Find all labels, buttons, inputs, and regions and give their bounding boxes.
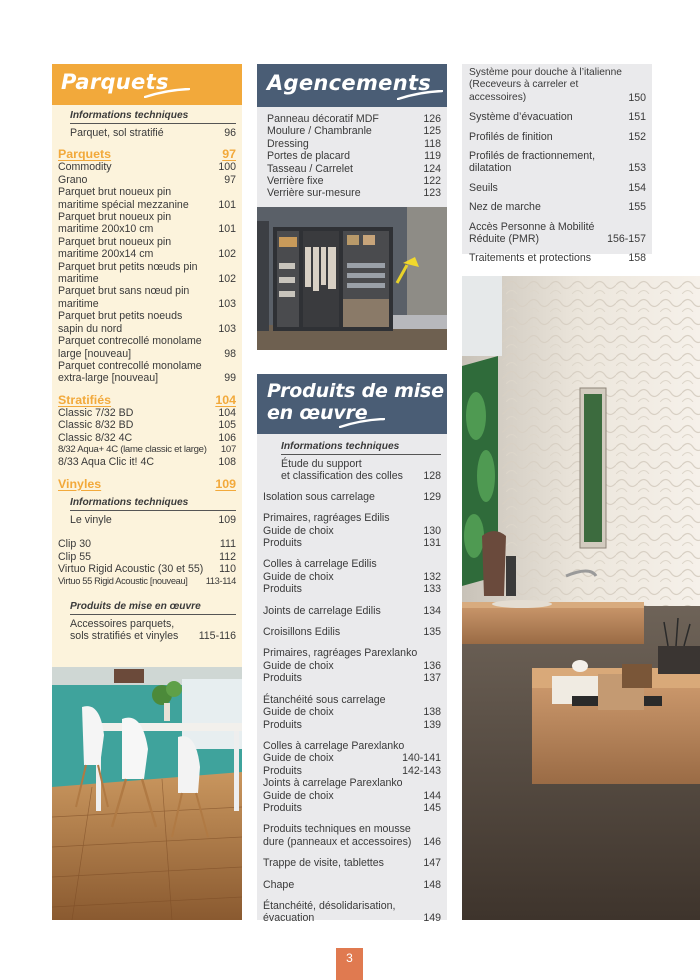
entry-label: Parquet brut sans nœud pin maritime: [58, 285, 190, 310]
toc-entry[interactable]: [58, 360, 236, 385]
section-heading-parquets[interactable]: [58, 147, 236, 161]
entry-label: Classic 8/32 BD: [58, 419, 134, 432]
toc-entry[interactable]: [267, 113, 441, 125]
toc-entry[interactable]: [469, 67, 646, 104]
toc-entry[interactable]: [263, 802, 441, 814]
entry-label: Système pour douche à l’italienne (Receveurs à carreler et accessoires): [469, 67, 622, 103]
entry-label: Guide de choix: [263, 524, 334, 537]
entry-page: 126: [423, 113, 441, 125]
entry-label: Clip 30: [58, 538, 91, 551]
parquets-title: Parquets: [61, 70, 169, 94]
entry-label: Parquet brut noueux pin maritime spécial mezzanine: [58, 186, 189, 211]
page-number: 3: [336, 948, 363, 980]
accessories-panel: [462, 64, 652, 265]
entry-page: 149: [423, 912, 441, 925]
toc-group: [263, 558, 441, 595]
vinyles-list: [58, 538, 236, 588]
entry-page: 153: [628, 162, 646, 175]
toc-entry[interactable]: [263, 458, 441, 483]
entry-page: 146: [423, 835, 441, 848]
entry-label: Étanchéité sous carrelage: [263, 693, 386, 706]
entry-label: Guide de choix: [263, 570, 334, 583]
section-page: 97: [222, 147, 236, 162]
toc-entry[interactable]: [58, 563, 236, 575]
entry-label: Profilés de fractionnement, dilatation: [469, 150, 596, 175]
info-heading: Informations techniques: [70, 496, 236, 511]
entry-page: 119: [424, 150, 441, 163]
stratifies-list: [58, 407, 236, 469]
toc-entry[interactable]: [263, 857, 441, 869]
toc-entry[interactable]: [58, 285, 236, 310]
entry-page: 115-116: [198, 630, 236, 643]
toc-entry[interactable]: [469, 131, 646, 143]
toc-entry[interactable]: [263, 647, 441, 659]
entry-page: 101: [218, 198, 236, 211]
toc-entry[interactable]: [263, 491, 441, 503]
toc-entry[interactable]: [58, 432, 236, 444]
entry-page: 144: [423, 789, 441, 802]
entry-label: Produits: [263, 537, 302, 550]
entry-label: Produits: [263, 764, 302, 777]
produits-panel: [257, 374, 447, 925]
entry-page: 131: [423, 537, 441, 550]
entry-page: 138: [423, 706, 441, 719]
entry-page: 154: [628, 181, 646, 194]
toc-entry[interactable]: [58, 161, 236, 173]
toc-entry[interactable]: [267, 163, 441, 175]
toc-entry[interactable]: [58, 618, 236, 643]
entry-page: 123: [423, 187, 441, 200]
entry-label: Produits: [263, 672, 302, 685]
produits-toc: [257, 434, 447, 925]
section-heading-stratifies[interactable]: [58, 393, 236, 407]
entry-page: 148: [423, 878, 441, 891]
entry-label: Isolation sous carrelage: [263, 490, 375, 503]
entry-page: 100: [218, 161, 236, 174]
entry-label: Panneau décoratif MDF: [267, 113, 379, 125]
toc-entry[interactable]: [58, 174, 236, 186]
entry-label: Commodity: [58, 161, 112, 174]
toc-group: [263, 647, 441, 684]
section-label: Vinyles: [58, 476, 102, 491]
toc-entry[interactable]: [263, 672, 441, 684]
toc-entry[interactable]: [263, 823, 441, 848]
entry-label: Parquet contrecollé monolame extra-large [nouveau]: [58, 359, 202, 385]
toc-entry[interactable]: [263, 558, 441, 570]
bathroom-image: [462, 276, 700, 920]
entry-page: 102: [218, 248, 236, 261]
entry-label: 8/33 Aqua Clic it! 4C: [58, 456, 154, 469]
entry-label: Parquet contrecollé monolame large [nouveau]: [58, 335, 202, 360]
entry-label: Parquet brut petits nœuds pin maritime: [58, 260, 198, 286]
dining-room-image: [52, 667, 242, 920]
entry-label: Virtuo 55 Rigid Acoustic [nouveau]: [58, 576, 188, 587]
entry-label: Grano: [58, 173, 88, 186]
entry-label: Le vinyle: [70, 513, 112, 526]
swoosh-decoration: [144, 88, 190, 98]
toc-entry[interactable]: [267, 150, 441, 162]
entry-label: Étude du support: [281, 458, 362, 470]
agencements-title: Agencements: [267, 71, 432, 95]
entry-page: 145: [423, 801, 441, 814]
toc-entry[interactable]: [58, 236, 236, 261]
section-page: 109: [215, 476, 236, 491]
info-heading: Informations techniques: [70, 109, 236, 124]
entry-page: 105: [218, 419, 236, 432]
entry-label: Accessoires parquets, sols stratifiés et vinyles: [70, 617, 179, 643]
info-heading: Informations techniques: [281, 440, 441, 455]
toc-entry[interactable]: [58, 419, 236, 431]
toc-entry[interactable]: [263, 605, 441, 617]
dressing-photo: [257, 207, 447, 350]
entry-label: Joints à carrelage Parexlanko: [263, 777, 403, 790]
entry-label: Verrière sur-mesure: [267, 187, 361, 200]
toc-entry[interactable]: [58, 211, 236, 236]
entry-label: Chape: [263, 878, 295, 891]
entry-page: 135: [423, 626, 441, 639]
agencements-toc: [257, 107, 447, 200]
entry-label: Nez de marche: [469, 201, 541, 214]
entry-label: Parquet brut noueux pin maritime 200x10 cm: [58, 211, 172, 236]
entry-label: Produits: [263, 583, 302, 596]
toc-entry[interactable]: [58, 514, 236, 526]
entry-label: Trappe de visite, tablettes: [263, 857, 384, 870]
section-page: 104: [215, 392, 236, 407]
parquets-toc: [52, 105, 242, 643]
entry-page: 102: [218, 273, 236, 286]
toc-entry[interactable]: [469, 182, 646, 194]
entry-page: 142-143: [402, 764, 441, 777]
entry-page: 108: [218, 456, 236, 469]
toc-entry[interactable]: [263, 777, 441, 789]
entry-label: Produits: [263, 801, 302, 814]
entry-page: 155: [628, 201, 646, 214]
entry-page: 118: [424, 137, 441, 150]
entry-label: Parquet brut noueux pin maritime 200x14 cm: [58, 235, 172, 261]
entry-label: Guide de choix: [263, 706, 334, 719]
entry-label: Classic 7/32 BD: [58, 406, 134, 419]
toc-entry[interactable]: [267, 125, 441, 137]
entry-page: 103: [218, 322, 236, 335]
entry-page: 110: [219, 562, 236, 575]
section-heading-vinyles[interactable]: [58, 477, 236, 491]
entry-page: 156-157: [607, 233, 646, 246]
toc-entry[interactable]: [58, 186, 236, 211]
entry-page: 109: [218, 513, 236, 526]
toc-entry[interactable]: [58, 551, 236, 563]
toc-entry[interactable]: [58, 407, 236, 419]
entry-page: 137: [423, 672, 441, 685]
toc-entry[interactable]: [469, 252, 646, 264]
entry-label: Clip 55: [58, 550, 91, 563]
swoosh-decoration: [397, 90, 443, 100]
entry-page: 133: [423, 583, 441, 596]
entry-label: Produits techniques en mousse dure (panneaux et accessoires): [263, 823, 412, 848]
toc-entry[interactable]: [263, 752, 441, 764]
entry-label: Moulure / Chambranle: [267, 125, 372, 138]
produits-title-line1: Produits de mise: [267, 380, 444, 402]
entry-page: 129: [423, 490, 441, 503]
entry-label: Seuils: [469, 181, 498, 194]
toc-group: [263, 740, 441, 814]
entry-page: 150: [628, 91, 646, 104]
entry-label: Système d’évacuation: [469, 111, 573, 124]
entry-page: 96: [224, 127, 236, 139]
entry-label: Étanchéité, désolidarisation, évacuation: [263, 899, 396, 925]
toc-group: [263, 512, 441, 549]
entry-label: Traitements et protections: [469, 252, 592, 265]
entry-page: 107: [220, 443, 236, 455]
entry-page: 136: [423, 659, 441, 672]
toc-entry[interactable]: [58, 456, 236, 468]
toc-entry[interactable]: [469, 150, 646, 175]
entry-label: Classic 8/32 4C: [58, 431, 133, 444]
entry-page: 125: [423, 125, 441, 138]
toc-entry[interactable]: [58, 575, 236, 587]
entry-page: 128: [423, 470, 441, 483]
entry-page: 111: [219, 538, 236, 551]
dining-room-photo: [52, 667, 242, 920]
entry-label: Primaires, ragréages Parexlanko: [263, 647, 418, 660]
toc-entry[interactable]: [263, 626, 441, 638]
entry-page: 99: [224, 372, 236, 385]
entry-page: 104: [218, 406, 236, 419]
toc-entry[interactable]: [267, 175, 441, 187]
info-heading: Produits de mise en œuvre: [70, 600, 236, 615]
toc-entry[interactable]: [58, 261, 236, 286]
entry-page: 98: [224, 347, 236, 360]
toc-entry[interactable]: [263, 537, 441, 549]
entry-label: Tasseau / Carrelet: [267, 162, 353, 175]
toc-entry[interactable]: [267, 187, 441, 199]
toc-entry[interactable]: [263, 583, 441, 595]
toc-entry[interactable]: [58, 444, 236, 456]
toc-entry[interactable]: [263, 740, 441, 752]
toc-entry[interactable]: [263, 571, 441, 583]
toc-group: [263, 694, 441, 731]
produits-header: [257, 374, 447, 434]
entry-page: 139: [423, 718, 441, 731]
entry-label: Primaires, ragréages Edilis: [263, 512, 390, 525]
entry-page: 134: [423, 604, 441, 617]
entry-label: et classification des colles: [281, 470, 403, 483]
entry-label: Profilés de finition: [469, 130, 553, 143]
entry-page: 124: [423, 162, 441, 175]
entry-page: 97: [224, 173, 236, 186]
entry-label: Guide de choix: [263, 752, 334, 765]
entry-label: Colles à carrelage Edilis: [263, 558, 377, 571]
entry-label: Guide de choix: [263, 659, 334, 672]
bathroom-photo: [462, 276, 700, 920]
toc-entry[interactable]: [263, 525, 441, 537]
section-label: Stratifiés: [58, 392, 112, 407]
toc-entry[interactable]: [267, 138, 441, 150]
entry-label: Parquet brut petits noeuds sapin du nord: [58, 310, 183, 335]
entry-label: Colles à carrelage Parexlanko: [263, 739, 405, 752]
parquets-header: [52, 64, 242, 105]
toc-entry[interactable]: [58, 310, 236, 335]
entry-page: 140-141: [402, 752, 441, 765]
entry-page: 112: [219, 550, 236, 563]
entry-page: 106: [218, 431, 236, 444]
entry-page: 151: [628, 111, 646, 124]
dressing-image: [257, 207, 447, 350]
entry-label: 8/32 Aqua+ 4C (lame classic et large): [58, 443, 207, 455]
entry-label: Croisillons Edilis: [263, 626, 341, 639]
produits-title-line2: en œuvre: [267, 402, 368, 424]
entry-page: 113-114: [205, 576, 236, 587]
swoosh-decoration: [339, 418, 385, 428]
toc-entry[interactable]: [469, 111, 646, 123]
toc-entry[interactable]: [263, 900, 441, 925]
parquets-list: [58, 161, 236, 384]
toc-entry[interactable]: [58, 127, 236, 139]
entry-label: Verrière fixe: [267, 175, 324, 188]
entry-page: 132: [423, 570, 441, 583]
toc-entry[interactable]: [263, 765, 441, 777]
toc-entry[interactable]: [263, 879, 441, 891]
entry-page: 122: [423, 175, 441, 188]
toc-entry[interactable]: [263, 660, 441, 672]
entry-label: Virtuo Rigid Acoustic (30 et 55): [58, 562, 204, 575]
entry-label: Parquet, sol stratifié: [70, 127, 164, 139]
entry-page: 147: [423, 857, 441, 870]
entry-page: 152: [628, 130, 646, 143]
toc-entry[interactable]: [263, 790, 441, 802]
toc-entry[interactable]: [263, 694, 441, 706]
entry-page: 103: [218, 297, 236, 310]
section-label: Parquets: [58, 147, 112, 162]
toc-entry[interactable]: [58, 538, 236, 550]
entry-label: Joints de carrelage Edilis: [263, 604, 381, 617]
entry-label: Guide de choix: [263, 789, 334, 802]
toc-entry[interactable]: [58, 335, 236, 360]
entry-page: 130: [423, 524, 441, 537]
toc-entry[interactable]: [469, 201, 646, 213]
agencements-header: [257, 64, 447, 107]
toc-entry[interactable]: [263, 719, 441, 731]
entry-label: Dressing: [267, 137, 309, 150]
entry-page: 101: [218, 223, 236, 236]
entry-label: Portes de placard: [267, 150, 351, 163]
entry-label: Produits: [263, 718, 302, 731]
toc-entry[interactable]: [263, 512, 441, 524]
entry-page: 158: [628, 252, 646, 265]
entry-label: Accès Personne à Mobilité Réduite (PMR): [469, 220, 595, 246]
toc-entry[interactable]: [263, 706, 441, 718]
toc-entry[interactable]: [469, 221, 646, 246]
